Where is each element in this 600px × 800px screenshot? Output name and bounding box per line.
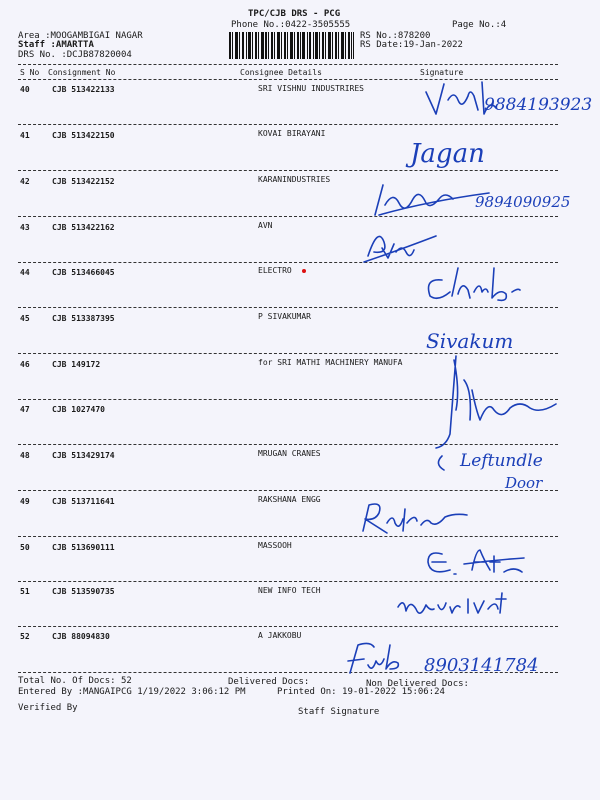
printed-on: Printed On: 19-01-2022 15:06:24 xyxy=(277,687,445,697)
row-details: KARANINDUSTRIES xyxy=(258,175,331,184)
row-consignment: CJB 513422152 xyxy=(52,177,115,186)
row-sno: 51 xyxy=(20,587,30,596)
staff-label: Staff :AMARTTA xyxy=(18,40,94,50)
col-sno: S No xyxy=(20,68,40,77)
row-sno: 44 xyxy=(20,268,30,277)
signature-row-52 xyxy=(340,637,595,682)
area-label: Area :MOOGAMBIGAI NAGAR xyxy=(18,31,143,41)
row-consignment: CJB 513590735 xyxy=(52,587,115,596)
entered-by: Entered By :MANGAIPCG 1/19/2022 3:06:12 PM xyxy=(18,687,246,697)
row-sno: 43 xyxy=(20,223,30,232)
row-consignment: CJB 513690111 xyxy=(52,543,115,552)
row-details: KOVAI BIRAYANI xyxy=(258,129,326,138)
row-details: SRI VISHNU INDUSTRIRES xyxy=(258,84,364,93)
row-consignment: CJB 513466045 xyxy=(52,268,115,277)
signature-text: Leftundle xyxy=(460,451,543,471)
drs-number: DRS No. :DCJB87820004 xyxy=(18,50,132,60)
row-consignment: CJB 513429174 xyxy=(52,451,115,460)
red-ink-mark xyxy=(302,269,306,273)
row-details: for SRI MATHI MACHINERY MANUFA xyxy=(258,358,403,367)
non-delivered-docs: Non Delivered Docs: xyxy=(366,679,469,689)
row-details: MASSOOH xyxy=(258,541,292,550)
signature-text: 8903141784 xyxy=(424,655,539,676)
row-sno: 47 xyxy=(20,405,30,414)
signature-text: 9884193923 xyxy=(484,95,593,115)
sheet-title: TPC/CJB DRS - PCG xyxy=(248,9,341,19)
signature-text: 9894090925 xyxy=(475,193,571,211)
signature-row-51 xyxy=(390,585,540,627)
signature-row-43 xyxy=(360,222,450,267)
row-sno: 45 xyxy=(20,314,30,323)
row-details: NEW INFO TECH xyxy=(258,586,321,595)
row-details: P SIVAKUMAR xyxy=(258,312,311,321)
row-sno: 46 xyxy=(20,360,30,369)
signature-row-40 xyxy=(420,70,600,130)
row-details: ELECTRO xyxy=(258,266,292,275)
row-details: RAKSHANA ENGG xyxy=(258,495,321,504)
row-sno: 50 xyxy=(20,543,30,552)
row-sno: 49 xyxy=(20,497,30,506)
row-consignment: CJB 513422150 xyxy=(52,131,115,140)
row-sno: 40 xyxy=(20,85,30,94)
barcode-image xyxy=(229,32,354,59)
signature-row-42 xyxy=(365,175,600,225)
page-number: Page No.:4 xyxy=(452,20,507,30)
header-divider-top xyxy=(18,64,558,65)
row-sno: 48 xyxy=(20,451,30,460)
signature-row-44 xyxy=(420,262,550,307)
row-consignment: CJB 513422133 xyxy=(52,85,115,94)
row-sno: 41 xyxy=(20,131,30,140)
signature-text: Sivakum xyxy=(426,329,514,353)
row-details: AVN xyxy=(258,221,273,230)
delivered-docs: Delivered Docs: xyxy=(228,677,310,687)
col-details: Consignee Details xyxy=(240,68,322,77)
signature-row-49 xyxy=(355,495,480,540)
signature-row-50 xyxy=(420,540,540,582)
col-signature: Signature xyxy=(420,68,464,77)
total-docs: Total No. Of Docs: 52 xyxy=(18,676,132,686)
rs-date: RS Date:19-Jan-2022 xyxy=(360,40,463,50)
verified-by: Verified By xyxy=(18,703,78,713)
phone-number: Phone No.:0422-3505555 xyxy=(231,20,351,30)
row-details: MRUGAN CRANES xyxy=(258,449,321,458)
row-consignment: CJB 513387395 xyxy=(52,314,115,323)
row-consignment: CJB 149172 xyxy=(52,360,101,369)
row-consignment: CJB 1027470 xyxy=(52,405,105,414)
row-consignment: CJB 88094830 xyxy=(52,632,110,641)
signature-text: Jagan xyxy=(410,139,485,169)
signature-row-46-48 xyxy=(420,350,600,495)
row-divider xyxy=(18,307,558,308)
col-consignment: Consignment No xyxy=(48,68,116,77)
rs-number: RS No.:878200 xyxy=(360,31,431,41)
row-sno: 52 xyxy=(20,632,30,641)
signature-text: Door xyxy=(505,474,543,492)
staff-signature: Staff Signature xyxy=(298,707,380,717)
row-sno: 42 xyxy=(20,177,30,186)
row-consignment: CJB 513422162 xyxy=(52,223,115,232)
signature-row-41 xyxy=(405,128,555,176)
row-consignment: CJB 513711641 xyxy=(52,497,115,506)
row-details: A JAKKOBU xyxy=(258,631,302,640)
